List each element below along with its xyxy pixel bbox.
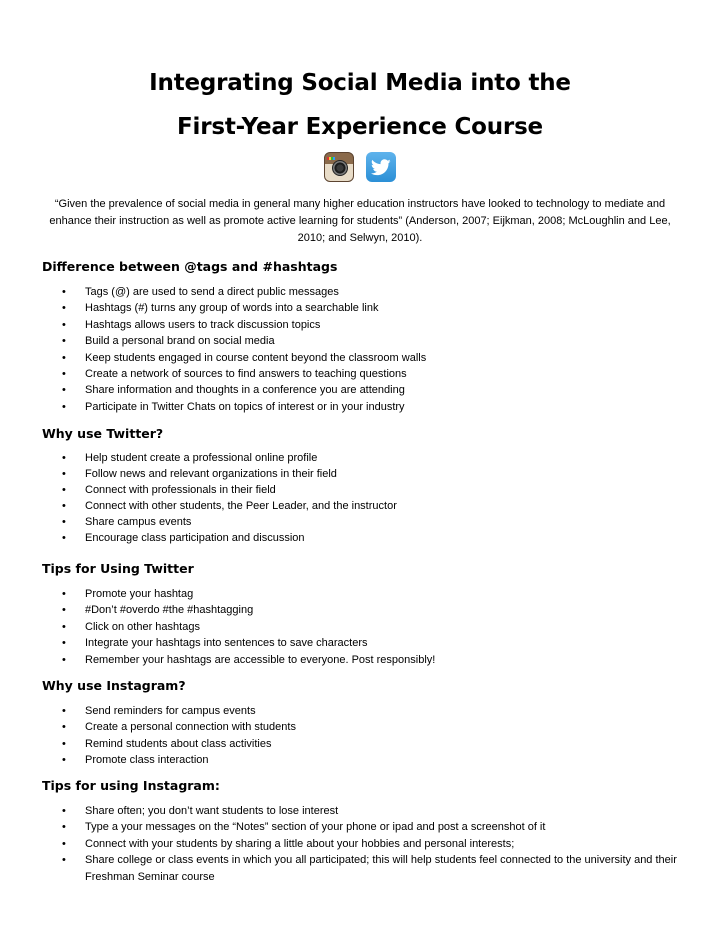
list-item: • Promote class interaction	[42, 752, 692, 768]
instagram-icon	[324, 152, 354, 182]
bullet: •	[62, 384, 66, 397]
list-item: • Hashtags allows users to track discussion topics	[42, 317, 692, 333]
bullet: •	[62, 637, 66, 650]
list-instagram-tips	[42, 803, 692, 885]
bullet: •	[62, 620, 66, 633]
bullet: •	[62, 286, 66, 298]
list-tags-hashtags	[42, 284, 692, 415]
list-item: • Connect with professionals in their field	[62, 484, 276, 496]
bullet: •	[62, 737, 66, 750]
list-item: • Click on other hashtags	[42, 619, 692, 635]
list-item: • Keep students engaged in course content beyond the classroom walls	[42, 350, 692, 366]
list-item: • Hashtags (#) turns any group of words into a searchable link	[42, 300, 692, 316]
bullet: •	[62, 318, 66, 331]
bullet: •	[62, 400, 66, 413]
intro-quote: “Given the prevalence of social media in general many higher education instructors have looked to technology to mediate and enhance their instruction as well as promote active learning for students” (Anderson, 2007; Eijkman, 2008; McLoughlin and Lee, 2010; and Selwyn, 2010).	[49, 198, 671, 244]
bullet: •	[62, 468, 66, 480]
bullet: •	[62, 604, 66, 617]
bullet: •	[62, 368, 66, 381]
list-item: • Tags (@) are used to send a direct public messages	[42, 284, 692, 300]
list-item: • Follow news and relevant organizations in their field	[62, 468, 337, 480]
bullet: •	[62, 754, 66, 767]
list-item: • Promote your hashtag	[42, 586, 692, 602]
section-heading-why-twitter: Why use Twitter?	[42, 426, 164, 441]
bullet: •	[62, 532, 66, 544]
bullet: •	[62, 500, 66, 512]
title-line-2: First-Year Experience Course	[177, 114, 543, 140]
bullet: •	[62, 351, 66, 364]
list-item: • Create a network of sources to find answers to teaching questions	[42, 366, 692, 382]
list-item: • Connect with other students, the Peer Leader, and the instructor	[62, 500, 397, 512]
list-why-instagram	[42, 703, 692, 769]
list-item: • Share college or class events in which you all participated; this will help students feel connected to the university and their Freshman Seminar course	[62, 854, 677, 883]
section-heading-why-instagram: Why use Instagram?	[42, 678, 186, 693]
bullet: •	[62, 837, 66, 850]
section-heading-instagram-tips: Tips for using Instagram:	[42, 778, 220, 793]
list-why-twitter	[42, 450, 692, 546]
list-item: • Build a personal brand on social media	[42, 333, 692, 349]
bullet: •	[62, 821, 66, 834]
bullet: •	[62, 452, 66, 464]
twitter-icon	[366, 152, 396, 182]
list-item: • Remind students about class activities	[42, 736, 692, 752]
section-heading-tags-hashtags: Difference between @tags and #hashtags	[42, 259, 338, 274]
bullet: •	[62, 484, 66, 496]
list-item: • Remember your hashtags are accessible to everyone. Post responsibly!	[42, 652, 692, 668]
list-item: • Create a personal connection with students	[42, 719, 692, 735]
list-item: • Share campus events	[62, 516, 192, 528]
bullet: •	[62, 721, 66, 734]
bullet: •	[62, 805, 66, 817]
list-item: • #Don’t #overdo #the #hashtagging	[42, 602, 692, 618]
list-item: • Send reminders for campus events	[42, 703, 692, 719]
list-item: • Share often; you don’t want students to lose interest	[42, 803, 692, 819]
list-item: • Encourage class participation and discussion	[62, 532, 305, 544]
bullet: •	[62, 335, 66, 348]
bullet: •	[62, 854, 66, 867]
list-item: • Participate in Twitter Chats on topics of interest or in your industry	[42, 399, 692, 415]
list-twitter-tips	[42, 586, 692, 668]
bullet: •	[62, 705, 66, 717]
list-item: • Help student create a professional online profile	[62, 452, 318, 464]
bullet: •	[62, 653, 66, 666]
bullet: •	[62, 302, 66, 315]
section-heading-twitter-tips: Tips for Using Twitter	[42, 561, 194, 576]
title-line-1: Integrating Social Media into the	[149, 70, 571, 96]
social-icons	[0, 152, 720, 182]
list-item: • Type a your messages on the “Notes” section of your phone or ipad and post a screenshot of it	[42, 819, 692, 835]
bullet: •	[62, 588, 66, 600]
list-item: • Connect with your students by sharing a little about your hobbies and personal interests;	[42, 836, 692, 852]
list-item: • Integrate your hashtags into sentences to save characters	[42, 635, 692, 651]
bullet: •	[62, 516, 66, 528]
list-item: • Share information and thoughts in a conference you are attending	[42, 382, 692, 398]
